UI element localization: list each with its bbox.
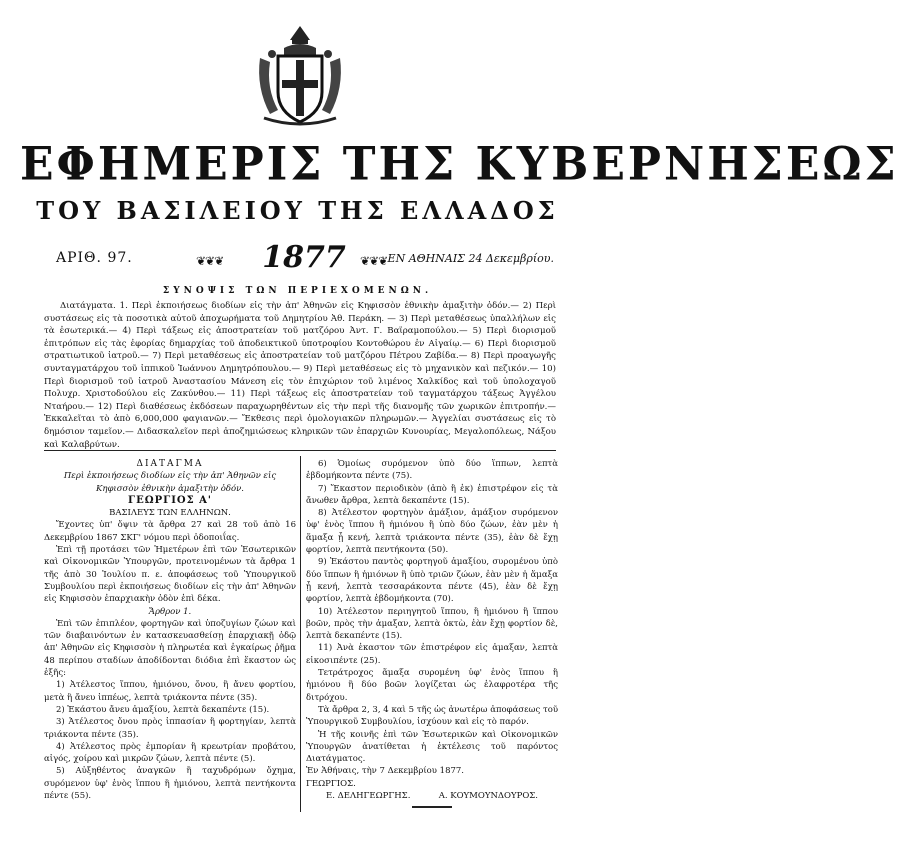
toll-item: 4) Ἀτέλεστος πρὸς ἐμπορίαν ἢ κρεωτρίαν προβάτου, αἰγός, χοίρου καὶ μικρῶν ζώων, λεπτὰ πέντε (5). [44,741,296,765]
decree-heading: ΔΙΑΤΑΓΜΑ [136,459,204,469]
laurel-left-icon: ❦❦❦ [196,254,224,268]
toc-text: Διατάγματα. 1. Περὶ ἐκποιήσεως διοδίων εἰς τὴν ἀπ' Ἀθηνῶν εἰς Κηφισσὸν ἐθνικὴν ἁμαξιτὴν ὁδόν.— 2) Περὶ συστάσεως εἰς τὰ ποσοτικὰ αὐτοῦ ἀποχωρήματα τοῦ Δημητρίου Ἀθ. Περάκη. — 3) Περὶ μεταθέσεως ὑπαλλήλων εἰς τὰ ἐσωτερικά.— 4) Περὶ τάξεως εἰς ἀποστρατείαν τοῦ ματζόρου Ἀντ. Γ. Βαϊραμοπούλου.— 5) Περὶ διορισμοῦ ἐπιτρόπων εἰς τὰς ἐφορίας δημαρχίας τοῦ ἀποδεικτικοῦ ὑποτροφίου Κοντοθώρου ἐν Αἰγαίῳ.— 6) Περὶ διορισμοῦ στρατιωτικοῦ ἰατροῦ.— 7) Περὶ μεταθέσεως εἰς ἀποστρατείαν τοῦ ματζόρου Πέτρου Ζαβίδα.— 8) Περὶ προαγωγῆς συνταγματάρχου τοῦ ἱππικοῦ Ἰωάννου Δημητρόπουλου.— 9) Περὶ μεταθέσεως εἰς τὸ μηχανικὸν καὶ πεζικόν.— 10) Περὶ διορισμοῦ τοῦ ἰατροῦ Ἀναστασίου Μάνεση εἰς τὸν ἐπιχώριον τοῦ λιμένος Χαλκίδος καὶ τοῦ ὑπολοχαγοῦ Πολυχρ. Χριστοδούλου εἰς Ζακύνθου.— 11) Περὶ τάξεως εἰς ἀποστρατείαν τοῦ ταγματάρχου τάξεως Ἀγγέλου Νταήρου.— 12) Περὶ διαθέσεως ἐκδόσεων παραχωρηθέντων εἰς τὴν περὶ τῆς διανομῆς τῶν χωρικῶν ἐπιτροπήν.— Ἐκκαλεῖται τὸ ἀπὸ 6,000,000 φαγιανῶν.— Ἔκθεσις περὶ ὁμολογιακῶν πληρωμῶν.— Ἀγγελίαι συστάσεως εἰς τὸ δημόσιον ταμεῖον.— Διδασκαλεῖον περὶ ἀποζημιώσεως κληρικῶν τῶν ἐπαρχιῶν Κυνουρίας, Μεγαλοπόλεως, Νάξου καὶ Καλαβρύτων. [44,301,556,450]
king-title: ΒΑΣΙΛΕΥΣ ΤΩΝ ΕΛΛΗΝΩΝ. [109,508,231,519]
toll-item: 2) Ἑκάστου ἄνευ ἁμαξίου, λεπτὰ δεκαπέντε (15). [56,704,270,715]
article-heading: Ἄρθρον 1. [148,606,192,617]
section-divider [44,450,556,451]
decree-paragraph: Ἔχοντες ὑπ' ὄψιν τὰ ἄρθρα 27 καὶ 28 τοῦ ἀπὸ 16 Δεκεμβρίου 1867 ΣΚΓ' νόμου περὶ ὁδοποιΐας. [44,520,296,543]
end-rule [412,806,452,808]
minister-signature: Ε. ΔΕΛΗΓΕΩΡΓΗΣ. [326,791,411,802]
decree-paragraph: Τετράτροχος ἅμαξα συρομένη ὑφ' ἑνὸς ἵππου ἢ ἡμιόνου ἢ δύο βοῶν λογίζεται ὡς ἐλαφροτέρα τῆς διτρόχου. [306,668,558,703]
toll-item: 1) Ἀτέλεστος ἵππου, ἡμιόνου, ὄνου, ἢ ἄνευ φορτίου, μετὰ ἢ ἄνευ ἱππέως, λεπτὰ τριάκοντα πέντε (35). [44,680,296,703]
issue-number: ΑΡΙΘ. 97. [56,250,133,266]
toll-item: 7) Ἕκαστον περιοδικὸν (ἀπὸ ἢ ἐκ) ἐπιστρέφον εἰς τὰ ἄνωθεν ἄρθρα, λεπτὰ δεκαπέντε (15). [306,483,558,506]
decree-paragraph: Ἐπὶ τῶν ἐπιπλέον, φορτηγῶν καὶ ὑποζυγίων ζώων καὶ τῶν διαβαινόντων ἐν κατασκευασθείσῃ ἐπαρχιακῇ ὁδῷ ἀπ' Ἀθηνῶν εἰς Κηφισσὸν ἡ πληρωτέα καὶ ἐγκαίρως ῥῆμα 48 περίπου σταδίων ἀποδίδονται διόδια ἐπὶ ἕκαστον ὡς ἑξῆς: [44,618,296,679]
toll-item: 5) Αὐξηθέντος ἀναγκῶν ἢ ταχυδρόμων ὄχημα, συρόμενον ὑφ' ἑνὸς ἵππου ἢ ἡμιόνου, λεπτὰ πεντήκοντα πέντε (55). [44,766,296,802]
decree-paragraph: Ἡ τῆς κοινῆς ἐπὶ τῶν Ἐσωτερικῶν καὶ Οἰκονομικῶν Ὑπουργῶν ἀνατίθεται ἡ ἐκτέλεσις τοῦ παρόντος Διατάγματος. [306,729,558,765]
issue-dateline [54,240,554,274]
issue-place-date: ΕΝ ΑΘΗΝΑΙΣ 24 Δεκεμβρίου. [387,252,554,265]
gazette-title: ΕΦΗΜΕΡΙΣ ΤΗΣ ΚΥΒΕΡΝΗΣΕΩΣ [20,137,899,192]
decree-paragraph: Ἐπὶ τῇ προτάσει τῶν Ἡμετέρων ἐπὶ τῶν Ἐσωτερικῶν καὶ Οἰκονομικῶν Ὑπουργῶν, προτεινομένων τὰ ἄρθρα 1 τῆς ἀπὸ 30 Ἰουλίου π. ε. ἀποφάσεως τοῦ Ὑπουργικοῦ Συμβουλίου περὶ ἐκποιήσεως διοδίων εἰς τὴν ἀπ' Ἀθηνῶν εἰς Κηφισσὸν ἐπαρχιακὴν ὁδὸν ἐπὶ δέκα. [44,545,296,605]
king-signature: ΓΕΩΡΓΙΟΣ. [306,778,356,789]
gazette-subtitle: ΤΟΥ ΒΑΣΙΛΕΙΟΥ ΤΗΣ ΕΛΛΑΔΟΣ [36,196,559,225]
decree-paragraph: Τὰ ἄρθρα 2, 3, 4 καὶ 5 τῆς ὡς ἀνωτέρω ἀποφάσεως τοῦ Ὑπουργικοῦ Συμβουλίου, ἰσχύουν καὶ εἰς τὸ παρόν. [306,704,558,728]
minister-signature: Α. ΚΟΥΜΟΥΝΔΟΥΡΟΣ. [438,791,538,802]
right-column [306,458,558,808]
issue-year: 1877 [262,240,346,275]
toll-item: 6) Ὁμοίως συρόμενον ὑπὸ δύο ἵππων, λεπτὰ ἑβδομήκοντα πέντε (75). [306,459,558,482]
laurel-right-icon: ❦❦❦ [360,254,388,268]
toll-item: 3) Ἀτέλεστος ὄνου πρὸς ἱππασίαν ἢ φορτηγίαν, λεπτὰ τριάκοντα πέντε (35). [44,717,296,740]
toc-heading: ΣΥΝΟΨΙΣ ΤΩΝ ΠΕΡΙΕΧΟΜΕΝΩΝ. [162,286,433,296]
minister-signatures [306,790,558,802]
toll-item: 9) Ἑκάστου παντὸς φορτηγοῦ ἁμαξίου, συρομένου ὑπὸ δύο ἵππων ἢ ἡμιόνων ἢ ὑπὸ τριῶν ζώων, ἐὰν μὲν ἡ ἅμαξα ᾖ κενή, λεπτὰ τεσσαράκοντα πέντε (45), ἐὰν δὲ ἔχῃ φορτίον, λεπτὰ ἑβδομήκοντα (70). [306,557,558,605]
decree-subject: Περὶ ἐκποιήσεως διοδίων εἰς τὴν ἀπ' Ἀθηνῶν εἰς Κηφισσὸν ἐθνικὴν ἁμαξιτὴν ὁδόν. [63,471,277,494]
toll-item: 8) Ἀτέλεστον φορτηγὸν ἁμάξιον, ἁμάξιον συρόμενον ὑφ' ἑνὸς ἵππου ἢ ἡμιόνου ἢ ὑπὸ δύο ζώων, ἐὰν μὲν ἡ ἅμαξα ᾖ κενή, λεπτὰ τριάκοντα πέντε (35), ἐὰν δὲ ἔχῃ φορτίον, λεπτὰ πεντήκοντα (50). [306,508,558,556]
decree-date: Ἐν Ἀθήναις, τὴν 7 Δεκεμβρίου 1877. [306,766,464,777]
left-column [44,458,296,802]
king-name: ΓΕΩΡΓΙΟΣ Α' [127,494,212,506]
toll-item: 10) Ἀτέλεστον περιηγητοῦ ἵππου, ἢ ἡμιόνου ἢ ἵππου βοῶν, πρὸς τὴν ἁμαξαν, λεπτὰ ὀκτὼ, ἐὰν ἔχῃ φορτίον δὲ, λεπτὰ δεκαπέντε (15). [306,606,558,642]
column-divider [300,456,301,812]
toll-item: 11) Ἀνὰ ἑκαστον τῶν ἐπιστρέφον εἰς ἁμαξαν, λεπτὰ εἰκοσιπέντε (25). [306,643,558,666]
coat-of-arms-icon [252,18,348,134]
